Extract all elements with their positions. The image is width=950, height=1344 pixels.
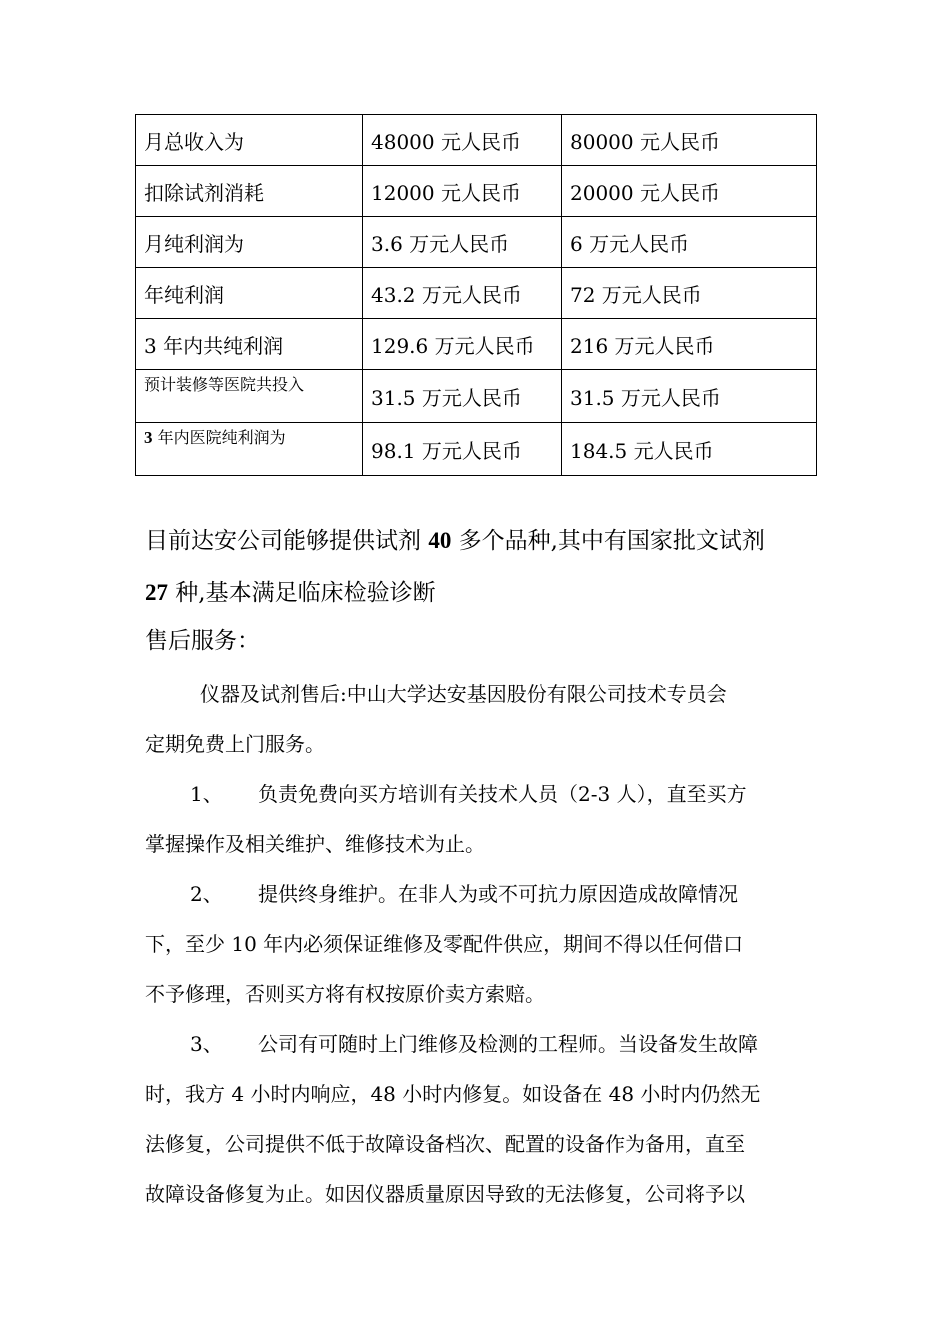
row-label: 预计装修等医院共投入: [136, 370, 363, 423]
table-row: [136, 423, 817, 476]
table-row: [136, 268, 817, 319]
table-row: [136, 217, 817, 268]
table-row: [136, 319, 817, 370]
cell-value: 31.5 万元人民币: [562, 370, 817, 423]
service-item-3-cont: 法修复，公司提供不低于故障设备档次、配置的设备作为备用，直至: [145, 1132, 745, 1156]
row-label-text: 年内医院纯利润为: [152, 428, 286, 447]
service-item-2-cont: 不予修理，否则买方将有权按原价卖方索赔。: [145, 982, 545, 1006]
service-item-3-cont: 时，我方 4 小时内响应，48 小时内修复。如设备在 48 小时内仍然无: [145, 1082, 761, 1106]
row-label: 扣除试剂消耗: [136, 166, 363, 217]
item-text: 提供终身维护。在非人为或不可抗力原因造成故障情况: [258, 882, 738, 906]
cell-value: 216 万元人民币: [562, 319, 817, 370]
service-item-3: [190, 1028, 855, 1057]
table-row: [136, 166, 817, 217]
cell-value: 129.6 万元人民币: [363, 319, 562, 370]
item-number: 1、: [190, 782, 223, 806]
cell-value: 3.6 万元人民币: [363, 217, 562, 268]
item-number: 3、: [190, 1032, 223, 1056]
profit-table-container: [135, 114, 817, 476]
profit-table: [135, 114, 817, 476]
service-intro-line-1: 仪器及试剂售后:中山大学达安基因股份有限公司技术专员会: [200, 682, 727, 706]
item-number: 2、: [190, 882, 223, 906]
cell-value: 43.2 万元人民币: [363, 268, 562, 319]
service-item-2: [190, 878, 855, 907]
cell-value: 20000 元人民币: [562, 166, 817, 217]
summary-line-1: [145, 522, 810, 555]
table-row: [136, 115, 817, 166]
table-row: [136, 370, 817, 423]
cell-value: 6 万元人民币: [562, 217, 817, 268]
row-label: 月总收入为: [136, 115, 363, 166]
summary-number: 27: [145, 580, 168, 605]
summary-number: 40: [428, 528, 452, 553]
summary-text: 目前达安公司能够提供试剂: [145, 528, 429, 554]
item-text: 负责免费向买方培训有关技术人员（2-3 人），直至买方: [258, 782, 747, 806]
row-label-number: 3: [144, 428, 153, 447]
cell-value: 31.5 万元人民币: [363, 370, 562, 423]
cell-value: 184.5 元人民币: [562, 423, 817, 476]
summary-text: 多个品种,其中有国家批文试剂: [451, 528, 765, 554]
row-label: 年纯利润: [136, 268, 363, 319]
row-label: [136, 423, 363, 476]
after-sales-heading: 售后服务：: [145, 628, 260, 654]
cell-value: 80000 元人民币: [562, 115, 817, 166]
row-label: 3 年内共纯利润: [136, 319, 363, 370]
service-intro-line-2: 定期免费上门服务。: [145, 732, 325, 756]
item-text: 公司有可随时上门维修及检测的工程师。当设备发生故障: [258, 1032, 758, 1056]
service-item-3-cont: 故障设备修复为止。如因仪器质量原因导致的无法修复，公司将予以: [145, 1182, 745, 1206]
summary-text: 种,基本满足临床检验诊断: [168, 580, 436, 606]
row-label: 月纯利润为: [136, 217, 363, 268]
service-item-1-cont: 掌握操作及相关维护、维修技术为止。: [145, 832, 485, 856]
cell-value: 98.1 万元人民币: [363, 423, 562, 476]
service-item-2-cont: 下，至少 10 年内必须保证维修及零配件供应，期间不得以任何借口: [145, 932, 744, 956]
summary-line-2: [145, 574, 810, 607]
service-item-1: [190, 778, 855, 807]
cell-value: 48000 元人民币: [363, 115, 562, 166]
cell-value: 12000 元人民币: [363, 166, 562, 217]
cell-value: 72 万元人民币: [562, 268, 817, 319]
